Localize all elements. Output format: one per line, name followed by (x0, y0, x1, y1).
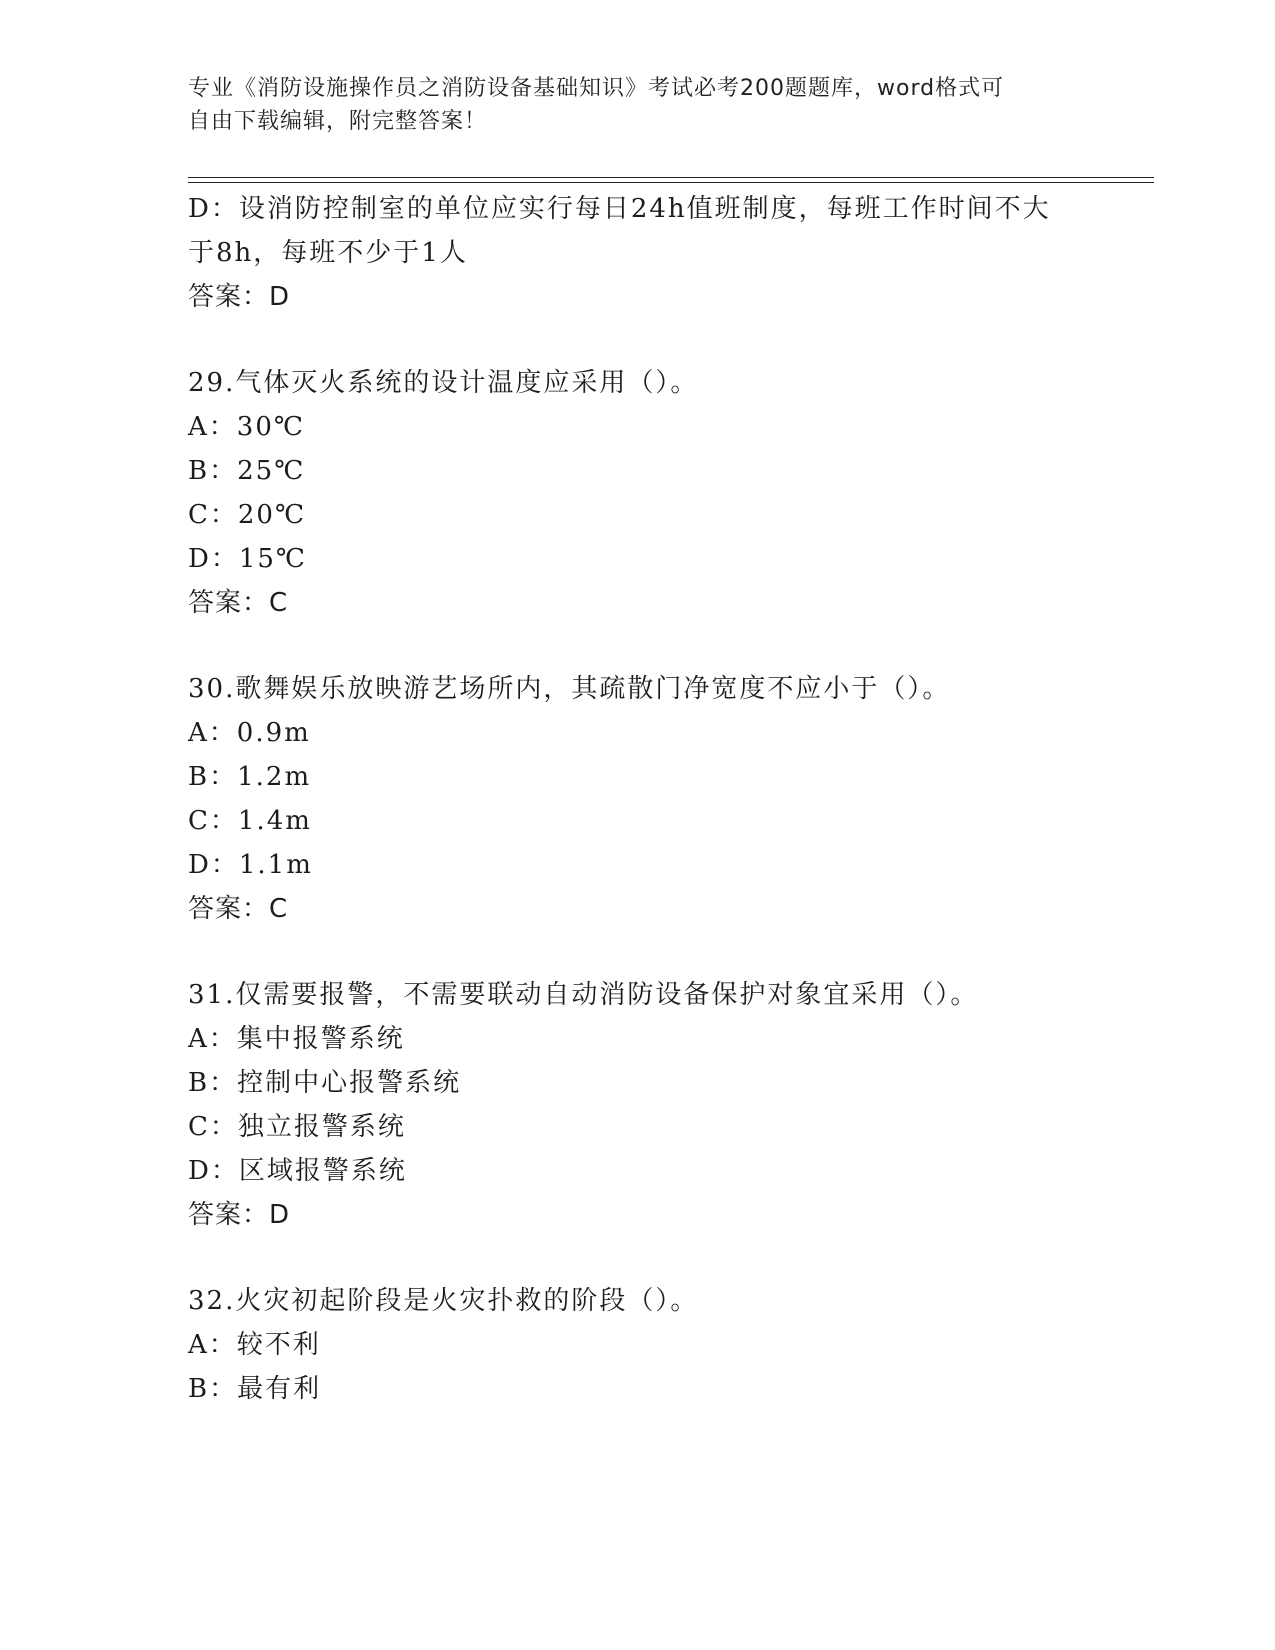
header-divider-top (188, 177, 1154, 178)
carryover-answer: 答案：D (188, 282, 291, 312)
document-header (188, 72, 1068, 138)
question-29-option-a: A：30℃ (188, 412, 305, 442)
header-title-line-1: 专业《消防设施操作员之消防设备基础知识》考试必考200题题库，word格式可 (188, 76, 1005, 101)
question-32-stem: 32.火灾初起阶段是火灾扑救的阶段（）。 (188, 1286, 699, 1316)
question-32-option-a: A：较不利 (188, 1330, 321, 1360)
question-29-stem: 29.气体灭火系统的设计温度应采用（）。 (188, 368, 699, 398)
header-title-line-2: 自由下载编辑，附完整答案！ (188, 109, 488, 134)
question-31-stem: 31.仅需要报警，不需要联动自动消防设备保护对象宜采用（）。 (188, 980, 979, 1010)
carryover-option-d-line-1: D：设消防控制室的单位应实行每日24h值班制度，每班工作时间不大 (188, 194, 1051, 224)
question-30-option-b: B：1.2m (188, 762, 312, 792)
question-29-option-c: C：20℃ (188, 500, 307, 530)
question-31-option-d: D：区域报警系统 (188, 1156, 407, 1186)
question-30-option-c: C：1.4m (188, 806, 312, 836)
question-31-option-b: B：控制中心报警系统 (188, 1068, 462, 1098)
question-31-option-a: A：集中报警系统 (188, 1024, 405, 1054)
question-31-option-c: C：独立报警系统 (188, 1112, 406, 1142)
header-divider-bottom (188, 182, 1154, 183)
question-29-answer: 答案：C (188, 588, 289, 618)
question-29-option-d: D：15℃ (188, 544, 308, 574)
question-29-option-b: B：25℃ (188, 456, 306, 486)
question-30-stem: 30.歌舞娱乐放映游艺场所内，其疏散门净宽度不应小于（）。 (188, 674, 951, 704)
question-32-option-b: B：最有利 (188, 1374, 322, 1404)
question-30-answer: 答案：C (188, 894, 289, 924)
question-30-option-a: A：0.9m (188, 718, 311, 748)
carryover-option-d-line-2: 于8h，每班不少于1人 (188, 238, 468, 268)
question-30-option-d: D：1.1m (188, 850, 313, 880)
question-31-answer: 答案：D (188, 1200, 291, 1230)
